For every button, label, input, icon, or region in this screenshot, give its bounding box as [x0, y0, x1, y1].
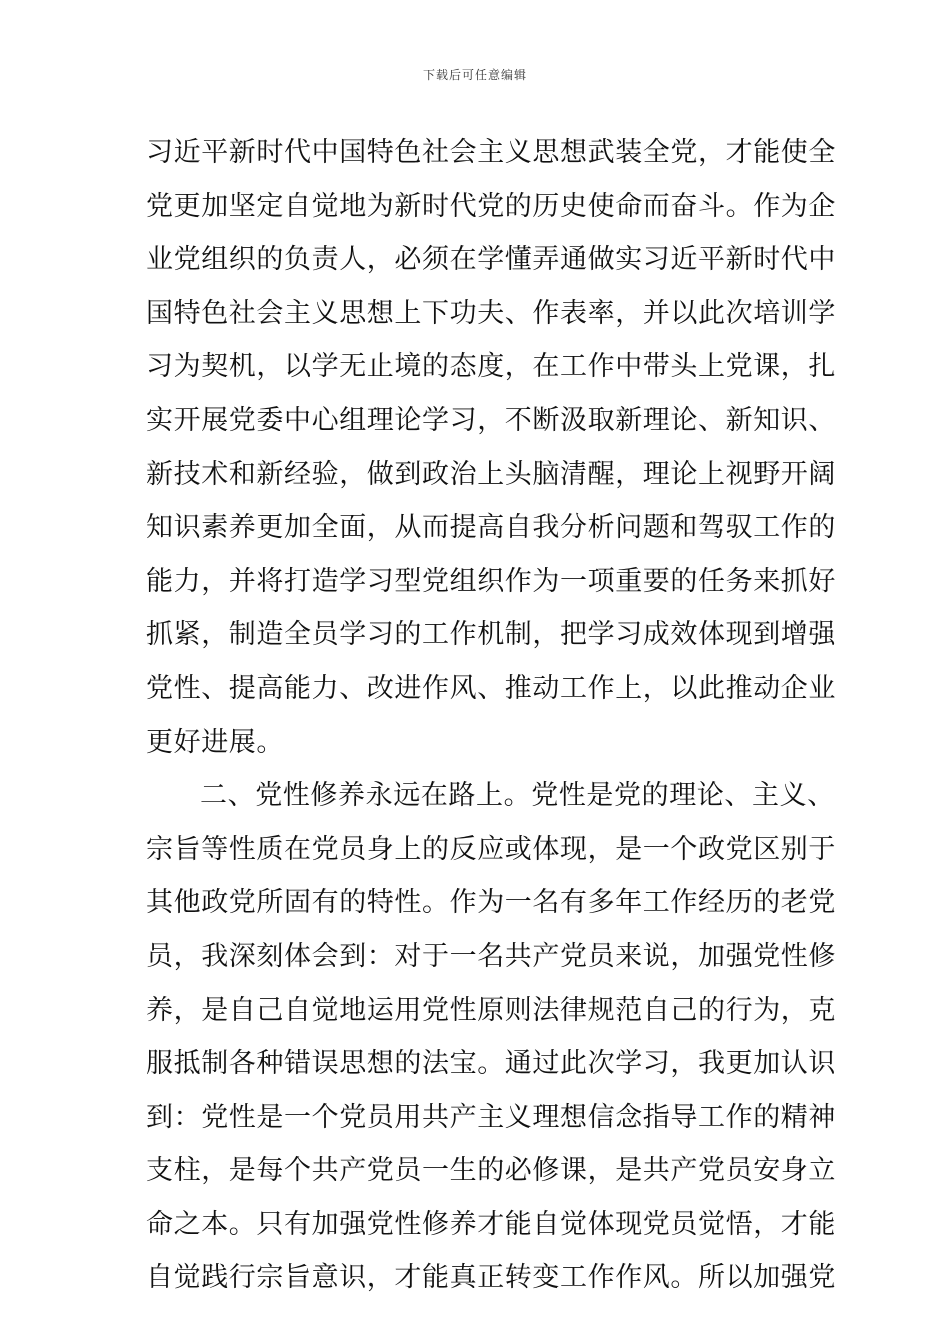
text-line: 国特色社会主义思想上下功夫、作表率，并以此次培训学 — [146, 297, 836, 329]
text-line: 知识素养更加全面，从而提高自我分析问题和驾驭工作的 — [146, 512, 836, 544]
text-line: 能力，并将打造学习型党组织作为一项重要的任务来抓好 — [146, 565, 836, 597]
header-note: 下载后可任意编辑 — [422, 68, 527, 82]
text-line: 业党组织的负责人，必须在学懂弄通做实习近平新时代中 — [146, 244, 836, 276]
text-line: 服抵制各种错误思想的法宝。通过此次学习，我更加认识 — [146, 1048, 836, 1080]
text-line: 实开展党委中心组理论学习，不断汲取新理论、新知识、 — [146, 404, 836, 436]
text-line: 自觉践行宗旨意识，才能真正转变工作作风。所以加强党 — [146, 1262, 836, 1294]
text-line: 党更加坚定自觉地为新时代党的历史使命而奋斗。作为企 — [146, 190, 836, 222]
text-line: 支柱，是每个共产党员一生的必修课，是共产党员安身立 — [146, 1155, 836, 1187]
text-line: 宗旨等性质在党员身上的反应或体现，是一个政党区别于 — [146, 833, 836, 865]
text-line: 更好进展。 — [146, 726, 284, 758]
text-line: 员，我深刻体会到：对于一名共产党员来说，加强党性修 — [146, 940, 836, 972]
text-line: 命之本。只有加强党性修养才能自觉体现党员觉悟，才能 — [146, 1208, 836, 1240]
document-body — [146, 126, 836, 1305]
text-line: 党性、提高能力、改进作风、推动工作上，以此推动企业 — [146, 672, 836, 704]
text-line: 习为契机，以学无止境的态度，在工作中带头上党课，扎 — [146, 351, 836, 383]
text-line: 抓紧，制造全员学习的工作机制，把学习成效体现到增强 — [146, 619, 836, 651]
text-line: 其他政党所固有的特性。作为一名有多年工作经历的老党 — [146, 887, 836, 919]
text-line: 到：党性是一个党员用共产主义理想信念指导工作的精神 — [146, 1101, 836, 1133]
text-line: 新技术和新经验，做到政治上头脑清醒，理论上视野开阔 — [146, 458, 836, 490]
paragraph-start-line: 二、党性修养永远在路上。党性是党的理论、主义、 — [200, 780, 835, 812]
text-line: 养，是自己自觉地运用党性原则法律规范自己的行为，克 — [146, 994, 836, 1026]
text-line: 习近平新时代中国特色社会主义思想武装全党，才能使全 — [146, 137, 836, 168]
